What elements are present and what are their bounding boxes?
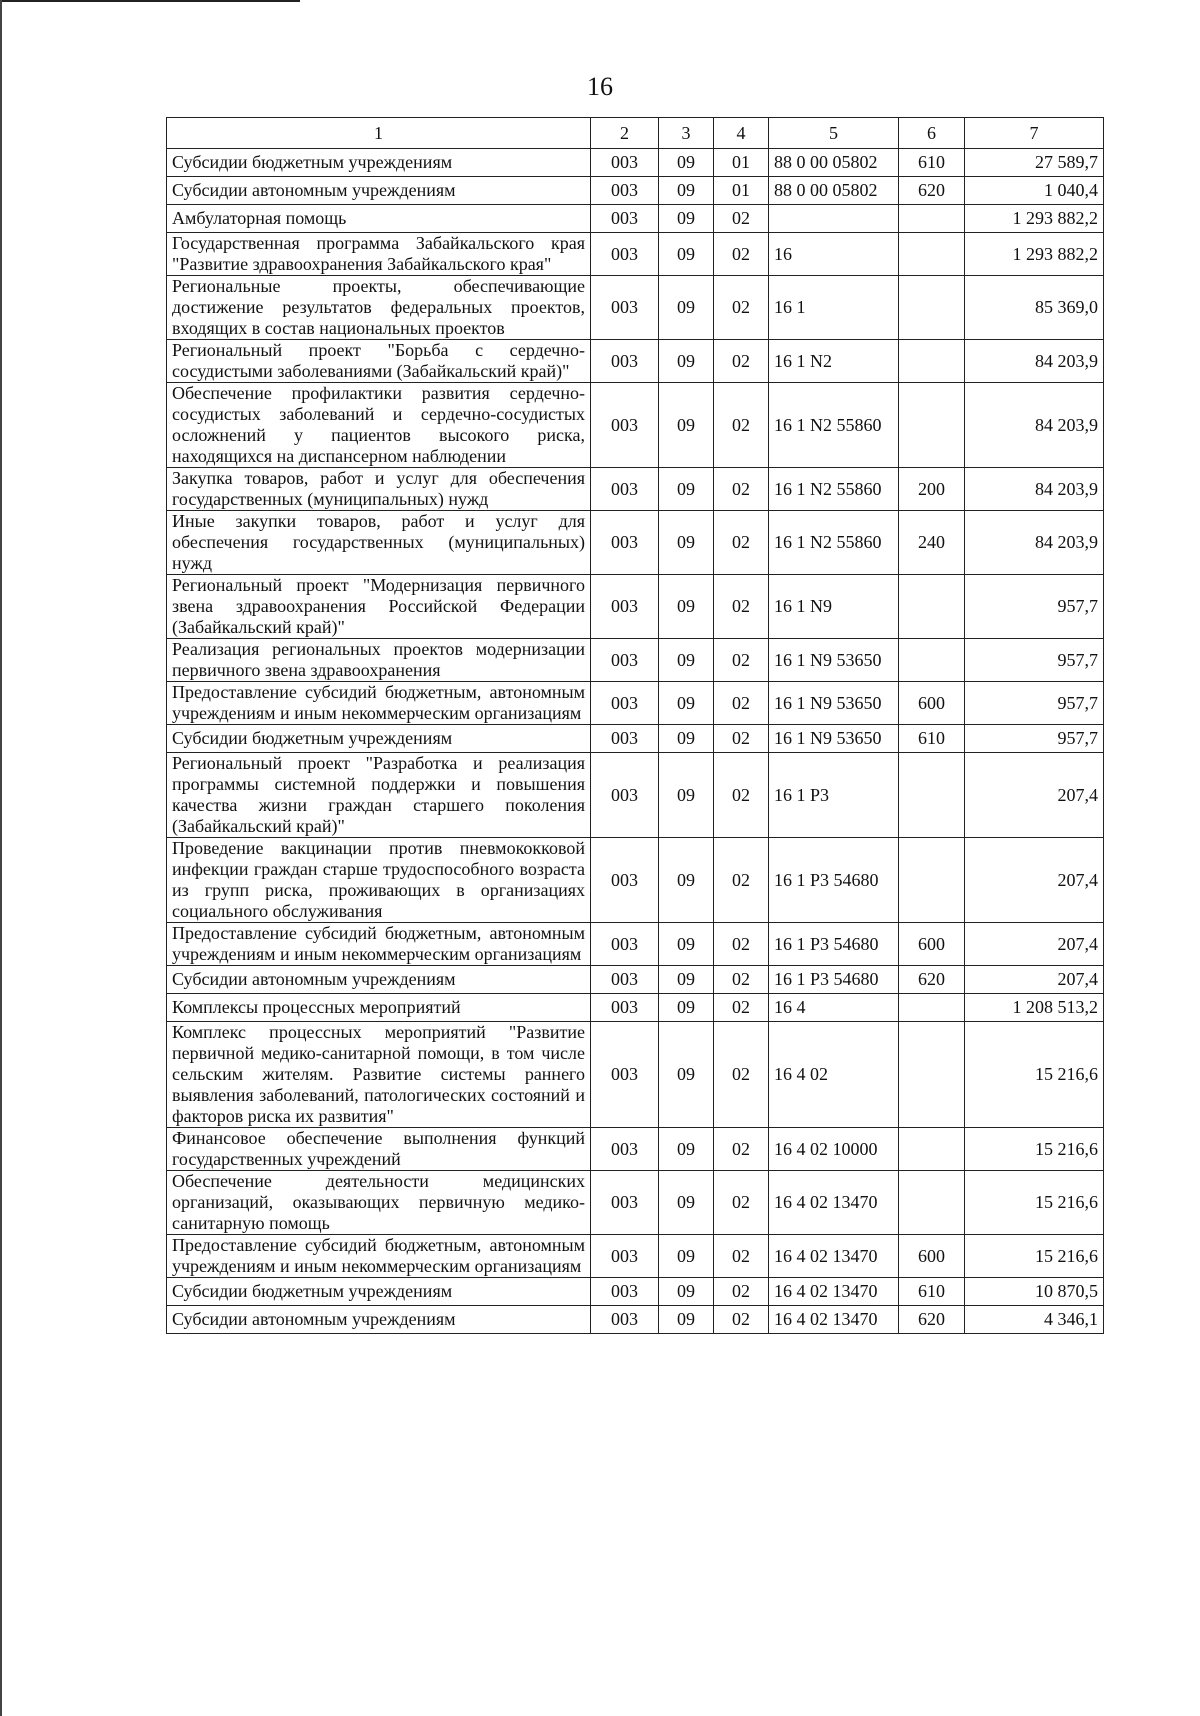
cell-row-name: Закупка товаров, работ и услуг для обеспечения государственных (муниципальных) нужд bbox=[167, 468, 591, 511]
cell-subsection-code: 02 bbox=[714, 1278, 769, 1306]
cell-amount: 27 589,7 bbox=[965, 149, 1104, 177]
table-row bbox=[167, 233, 1104, 276]
cell-section-code: 09 bbox=[659, 511, 714, 575]
cell-expense-type-code: 610 bbox=[899, 725, 965, 753]
cell-amount: 207,4 bbox=[965, 753, 1104, 838]
cell-row-name: Региональный проект "Модернизация первичного звена здравоохранения Российской Федерации (Забайкальский край)" bbox=[167, 575, 591, 639]
cell-target-article-code: 16 4 02 13470 bbox=[769, 1278, 899, 1306]
cell-admin-code: 003 bbox=[591, 511, 659, 575]
cell-row-name: Комплексы процессных мероприятий bbox=[167, 994, 591, 1022]
cell-target-article-code: 16 1 N9 53650 bbox=[769, 725, 899, 753]
cell-admin-code: 003 bbox=[591, 205, 659, 233]
cell-admin-code: 003 bbox=[591, 838, 659, 923]
cell-target-article-code: 16 1 N9 bbox=[769, 575, 899, 639]
cell-row-name: Субсидии автономным учреждениям bbox=[167, 966, 591, 994]
cell-section-code: 09 bbox=[659, 205, 714, 233]
table-row bbox=[167, 923, 1104, 966]
cell-admin-code: 003 bbox=[591, 149, 659, 177]
cell-expense-type-code: 200 bbox=[899, 468, 965, 511]
cell-expense-type-code: 610 bbox=[899, 149, 965, 177]
cell-subsection-code: 02 bbox=[714, 1022, 769, 1128]
cell-section-code: 09 bbox=[659, 639, 714, 682]
cell-expense-type-code: 600 bbox=[899, 923, 965, 966]
cell-expense-type-code bbox=[899, 205, 965, 233]
cell-admin-code: 003 bbox=[591, 1022, 659, 1128]
cell-amount: 85 369,0 bbox=[965, 276, 1104, 340]
column-header: 4 bbox=[714, 118, 769, 149]
cell-subsection-code: 02 bbox=[714, 205, 769, 233]
cell-target-article-code: 16 1 P3 bbox=[769, 753, 899, 838]
page-number: 16 bbox=[587, 72, 613, 101]
table-row bbox=[167, 1278, 1104, 1306]
cell-section-code: 09 bbox=[659, 177, 714, 205]
cell-subsection-code: 02 bbox=[714, 1306, 769, 1334]
cell-expense-type-code bbox=[899, 383, 965, 468]
cell-row-name: Обеспечение профилактики развития сердечно-сосудистых заболеваний и сердечно-сосудистых осложнений у пациентов высокого риска, находящихся на диспансерном наблюдении bbox=[167, 383, 591, 468]
cell-section-code: 09 bbox=[659, 994, 714, 1022]
scan-edge-left bbox=[0, 0, 2, 1716]
cell-expense-type-code bbox=[899, 994, 965, 1022]
column-header: 7 bbox=[965, 118, 1104, 149]
budget-table bbox=[166, 117, 1104, 1334]
cell-row-name: Финансовое обеспечение выполнения функций государственных учреждений bbox=[167, 1128, 591, 1171]
cell-admin-code: 003 bbox=[591, 1235, 659, 1278]
cell-expense-type-code bbox=[899, 340, 965, 383]
cell-target-article-code: 16 1 N2 55860 bbox=[769, 468, 899, 511]
cell-row-name: Государственная программа Забайкальского края "Развитие здравоохранения Забайкальского края" bbox=[167, 233, 591, 276]
cell-target-article-code: 16 1 N2 55860 bbox=[769, 383, 899, 468]
cell-row-name: Иные закупки товаров, работ и услуг для обеспечения государственных (муниципальных) нужд bbox=[167, 511, 591, 575]
cell-section-code: 09 bbox=[659, 149, 714, 177]
cell-expense-type-code: 610 bbox=[899, 1278, 965, 1306]
cell-row-name: Амбулаторная помощь bbox=[167, 205, 591, 233]
cell-target-article-code: 16 1 P3 54680 bbox=[769, 838, 899, 923]
cell-admin-code: 003 bbox=[591, 923, 659, 966]
cell-amount: 84 203,9 bbox=[965, 383, 1104, 468]
table-row bbox=[167, 276, 1104, 340]
cell-admin-code: 003 bbox=[591, 1171, 659, 1235]
cell-admin-code: 003 bbox=[591, 233, 659, 276]
cell-section-code: 09 bbox=[659, 1128, 714, 1171]
cell-subsection-code: 02 bbox=[714, 1235, 769, 1278]
cell-row-name: Комплекс процессных мероприятий "Развитие первичной медико-санитарной помощи, в том числе сельским жителям. Развитие системы раннего выявления заболеваний, патологических состояний и факторов риска их развития" bbox=[167, 1022, 591, 1128]
cell-admin-code: 003 bbox=[591, 639, 659, 682]
table-row bbox=[167, 1171, 1104, 1235]
cell-amount: 84 203,9 bbox=[965, 468, 1104, 511]
cell-subsection-code: 02 bbox=[714, 725, 769, 753]
cell-amount: 15 216,6 bbox=[965, 1171, 1104, 1235]
cell-amount: 15 216,6 bbox=[965, 1022, 1104, 1128]
cell-amount: 1 040,4 bbox=[965, 177, 1104, 205]
cell-subsection-code: 02 bbox=[714, 966, 769, 994]
cell-section-code: 09 bbox=[659, 1235, 714, 1278]
cell-row-name: Региональный проект "Разработка и реализация программы системной поддержки и повышения качества жизни граждан старшего поколения (Забайкальский край)" bbox=[167, 753, 591, 838]
cell-target-article-code: 16 1 N2 bbox=[769, 340, 899, 383]
table-row bbox=[167, 1022, 1104, 1128]
cell-amount: 957,7 bbox=[965, 575, 1104, 639]
cell-row-name: Предоставление субсидий бюджетным, автономным учреждениям и иным некоммерческим организациям bbox=[167, 682, 591, 725]
cell-admin-code: 003 bbox=[591, 575, 659, 639]
cell-section-code: 09 bbox=[659, 1171, 714, 1235]
cell-row-name: Субсидии бюджетным учреждениям bbox=[167, 725, 591, 753]
cell-subsection-code: 02 bbox=[714, 233, 769, 276]
cell-expense-type-code: 620 bbox=[899, 1306, 965, 1334]
cell-expense-type-code: 600 bbox=[899, 1235, 965, 1278]
cell-amount: 15 216,6 bbox=[965, 1128, 1104, 1171]
cell-subsection-code: 01 bbox=[714, 149, 769, 177]
cell-section-code: 09 bbox=[659, 575, 714, 639]
table-row bbox=[167, 838, 1104, 923]
cell-section-code: 09 bbox=[659, 276, 714, 340]
cell-admin-code: 003 bbox=[591, 468, 659, 511]
cell-target-article-code: 16 1 P3 54680 bbox=[769, 923, 899, 966]
cell-section-code: 09 bbox=[659, 468, 714, 511]
cell-admin-code: 003 bbox=[591, 994, 659, 1022]
cell-section-code: 09 bbox=[659, 233, 714, 276]
table-row bbox=[167, 639, 1104, 682]
table-row bbox=[167, 682, 1104, 725]
cell-admin-code: 003 bbox=[591, 753, 659, 838]
cell-row-name: Предоставление субсидий бюджетным, автономным учреждениям и иным некоммерческим организациям bbox=[167, 923, 591, 966]
table-row bbox=[167, 383, 1104, 468]
cell-row-name: Субсидии бюджетным учреждениям bbox=[167, 149, 591, 177]
table-row bbox=[167, 1128, 1104, 1171]
cell-amount: 957,7 bbox=[965, 725, 1104, 753]
cell-subsection-code: 02 bbox=[714, 639, 769, 682]
cell-subsection-code: 02 bbox=[714, 753, 769, 838]
cell-row-name: Региональный проект "Борьба с сердечно-сосудистыми заболеваниями (Забайкальский край)" bbox=[167, 340, 591, 383]
cell-target-article-code: 16 1 N2 55860 bbox=[769, 511, 899, 575]
cell-target-article-code: 16 4 02 13470 bbox=[769, 1235, 899, 1278]
cell-target-article-code: 16 4 02 bbox=[769, 1022, 899, 1128]
cell-expense-type-code: 620 bbox=[899, 177, 965, 205]
cell-admin-code: 003 bbox=[591, 966, 659, 994]
scan-edge-top bbox=[0, 0, 300, 2]
cell-subsection-code: 02 bbox=[714, 383, 769, 468]
table-header-row bbox=[167, 118, 1104, 149]
cell-amount: 84 203,9 bbox=[965, 511, 1104, 575]
table-row bbox=[167, 753, 1104, 838]
cell-subsection-code: 02 bbox=[714, 682, 769, 725]
column-header: 3 bbox=[659, 118, 714, 149]
cell-target-article-code bbox=[769, 205, 899, 233]
cell-amount: 15 216,6 bbox=[965, 1235, 1104, 1278]
cell-section-code: 09 bbox=[659, 682, 714, 725]
cell-amount: 10 870,5 bbox=[965, 1278, 1104, 1306]
cell-expense-type-code bbox=[899, 1128, 965, 1171]
cell-subsection-code: 02 bbox=[714, 923, 769, 966]
cell-subsection-code: 02 bbox=[714, 468, 769, 511]
cell-target-article-code: 16 4 02 10000 bbox=[769, 1128, 899, 1171]
cell-target-article-code: 16 4 bbox=[769, 994, 899, 1022]
table-row bbox=[167, 1306, 1104, 1334]
table-row bbox=[167, 511, 1104, 575]
cell-target-article-code: 16 1 P3 54680 bbox=[769, 966, 899, 994]
table-row bbox=[167, 725, 1104, 753]
table-row bbox=[167, 575, 1104, 639]
cell-expense-type-code: 240 bbox=[899, 511, 965, 575]
cell-row-name: Субсидии бюджетным учреждениям bbox=[167, 1278, 591, 1306]
cell-target-article-code: 16 1 bbox=[769, 276, 899, 340]
cell-subsection-code: 01 bbox=[714, 177, 769, 205]
cell-row-name: Региональные проекты, обеспечивающие достижение результатов федеральных проектов, входящих в состав национальных проектов bbox=[167, 276, 591, 340]
cell-subsection-code: 02 bbox=[714, 276, 769, 340]
cell-section-code: 09 bbox=[659, 1306, 714, 1334]
cell-section-code: 09 bbox=[659, 1022, 714, 1128]
column-header: 6 bbox=[899, 118, 965, 149]
cell-amount: 1 208 513,2 bbox=[965, 994, 1104, 1022]
cell-row-name: Проведение вакцинации против пневмококковой инфекции граждан старше трудоспособного возраста из групп риска, проживающих в организациях социального обслуживания bbox=[167, 838, 591, 923]
cell-subsection-code: 02 bbox=[714, 1128, 769, 1171]
table-row bbox=[167, 1235, 1104, 1278]
cell-amount: 957,7 bbox=[965, 682, 1104, 725]
cell-section-code: 09 bbox=[659, 383, 714, 468]
cell-expense-type-code bbox=[899, 1022, 965, 1128]
cell-row-name: Обеспечение деятельности медицинских организаций, оказывающих первичную медико-санитарную помощь bbox=[167, 1171, 591, 1235]
cell-target-article-code: 16 bbox=[769, 233, 899, 276]
cell-expense-type-code: 620 bbox=[899, 966, 965, 994]
cell-row-name: Субсидии автономным учреждениям bbox=[167, 1306, 591, 1334]
cell-subsection-code: 02 bbox=[714, 575, 769, 639]
cell-admin-code: 003 bbox=[591, 177, 659, 205]
cell-amount: 1 293 882,2 bbox=[965, 233, 1104, 276]
cell-amount: 957,7 bbox=[965, 639, 1104, 682]
cell-expense-type-code bbox=[899, 575, 965, 639]
cell-admin-code: 003 bbox=[591, 682, 659, 725]
cell-admin-code: 003 bbox=[591, 1306, 659, 1334]
cell-admin-code: 003 bbox=[591, 276, 659, 340]
table-row bbox=[167, 468, 1104, 511]
cell-subsection-code: 02 bbox=[714, 1171, 769, 1235]
cell-row-name: Субсидии автономным учреждениям bbox=[167, 177, 591, 205]
cell-subsection-code: 02 bbox=[714, 838, 769, 923]
table-row bbox=[167, 205, 1104, 233]
cell-expense-type-code bbox=[899, 276, 965, 340]
cell-row-name: Реализация региональных проектов модернизации первичного звена здравоохранения bbox=[167, 639, 591, 682]
cell-amount: 1 293 882,2 bbox=[965, 205, 1104, 233]
cell-amount: 207,4 bbox=[965, 966, 1104, 994]
column-header: 2 bbox=[591, 118, 659, 149]
table-row bbox=[167, 966, 1104, 994]
cell-subsection-code: 02 bbox=[714, 340, 769, 383]
cell-section-code: 09 bbox=[659, 753, 714, 838]
cell-admin-code: 003 bbox=[591, 725, 659, 753]
cell-section-code: 09 bbox=[659, 923, 714, 966]
cell-expense-type-code bbox=[899, 233, 965, 276]
cell-section-code: 09 bbox=[659, 1278, 714, 1306]
cell-expense-type-code bbox=[899, 1171, 965, 1235]
cell-amount: 207,4 bbox=[965, 923, 1104, 966]
cell-target-article-code: 88 0 00 05802 bbox=[769, 177, 899, 205]
cell-subsection-code: 02 bbox=[714, 511, 769, 575]
cell-target-article-code: 88 0 00 05802 bbox=[769, 149, 899, 177]
table-row bbox=[167, 149, 1104, 177]
cell-section-code: 09 bbox=[659, 340, 714, 383]
table-row bbox=[167, 994, 1104, 1022]
cell-admin-code: 003 bbox=[591, 1128, 659, 1171]
column-header: 1 bbox=[167, 118, 591, 149]
table-row bbox=[167, 177, 1104, 205]
cell-admin-code: 003 bbox=[591, 340, 659, 383]
cell-section-code: 09 bbox=[659, 838, 714, 923]
cell-expense-type-code bbox=[899, 838, 965, 923]
cell-expense-type-code: 600 bbox=[899, 682, 965, 725]
cell-target-article-code: 16 1 N9 53650 bbox=[769, 639, 899, 682]
cell-target-article-code: 16 4 02 13470 bbox=[769, 1306, 899, 1334]
cell-section-code: 09 bbox=[659, 725, 714, 753]
cell-section-code: 09 bbox=[659, 966, 714, 994]
cell-amount: 84 203,9 bbox=[965, 340, 1104, 383]
cell-row-name: Предоставление субсидий бюджетным, автономным учреждениям и иным некоммерческим организациям bbox=[167, 1235, 591, 1278]
cell-subsection-code: 02 bbox=[714, 994, 769, 1022]
cell-target-article-code: 16 4 02 13470 bbox=[769, 1171, 899, 1235]
cell-admin-code: 003 bbox=[591, 383, 659, 468]
cell-expense-type-code bbox=[899, 639, 965, 682]
column-header: 5 bbox=[769, 118, 899, 149]
cell-expense-type-code bbox=[899, 753, 965, 838]
cell-target-article-code: 16 1 N9 53650 bbox=[769, 682, 899, 725]
table-row bbox=[167, 340, 1104, 383]
cell-amount: 207,4 bbox=[965, 838, 1104, 923]
cell-amount: 4 346,1 bbox=[965, 1306, 1104, 1334]
cell-admin-code: 003 bbox=[591, 1278, 659, 1306]
